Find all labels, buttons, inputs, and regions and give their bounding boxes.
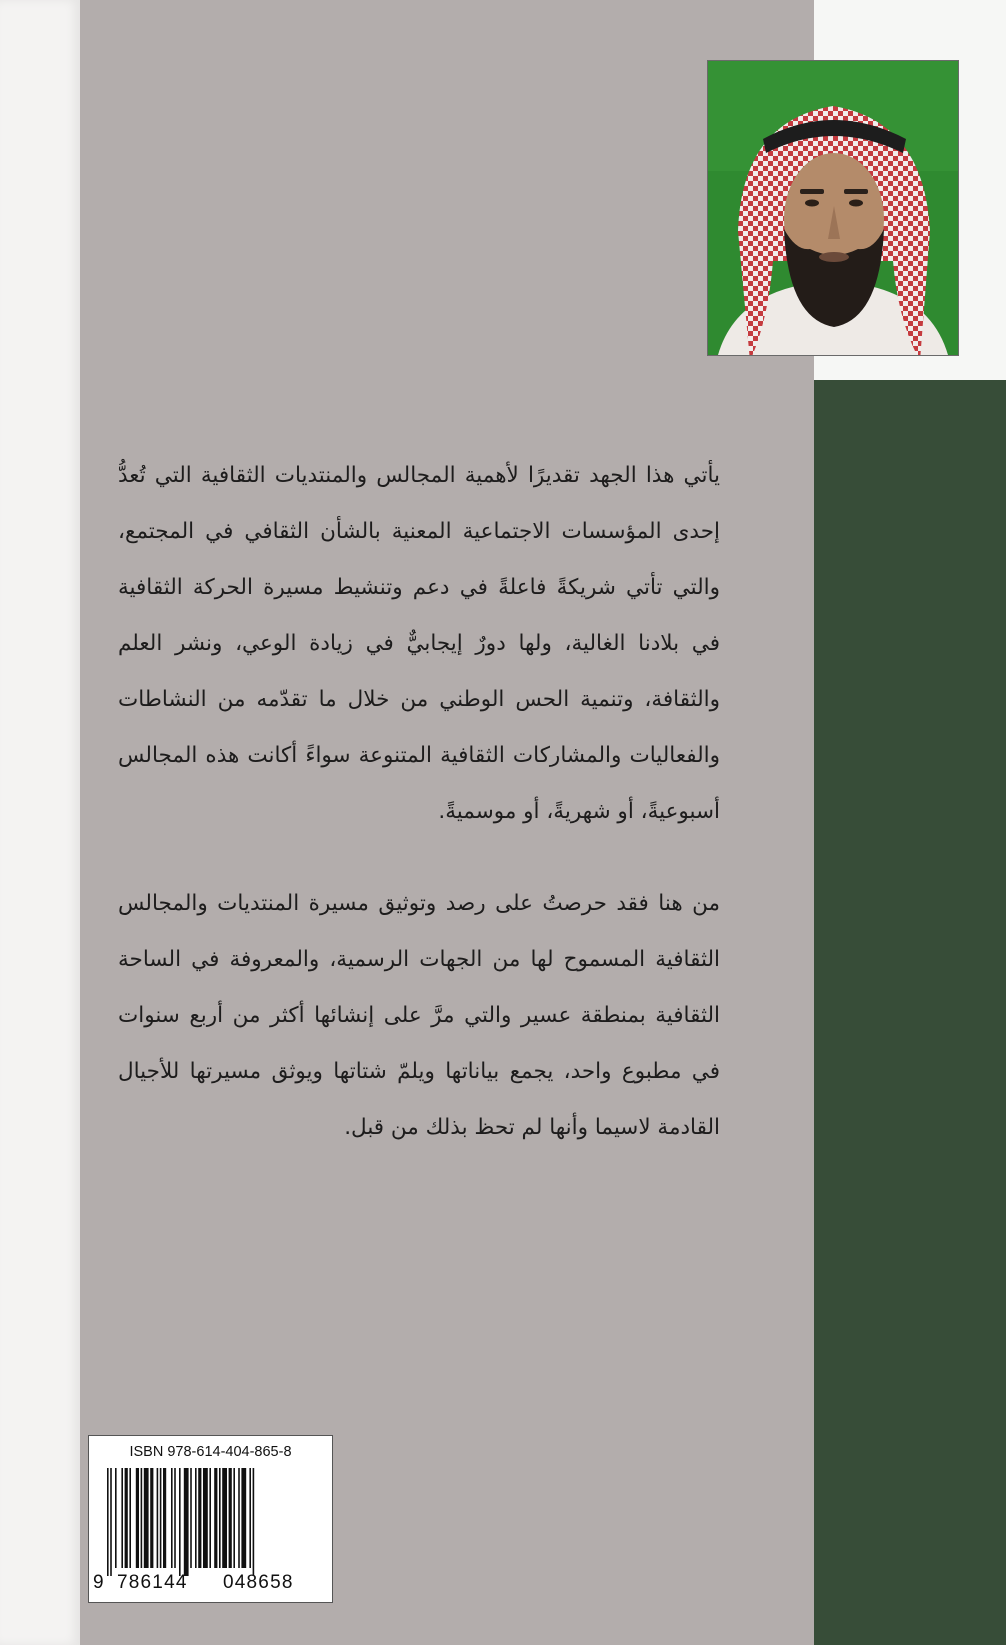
- author-photo: [707, 60, 959, 356]
- back-cover-left-edge: [0, 0, 80, 1645]
- isbn-label: ISBN 978-614-404-865-8: [129, 1444, 292, 1460]
- barcode-digits-left: 786144: [117, 1572, 188, 1593]
- blurb-paragraph-1: يأتي هذا الجهد تقديرًا لأهمية المجالس والمنتديات الثقافية التي تُعدُّ إحدى المؤسسات الاجتماعية المعنية بالشأن الثقافي في المجتمع، والتي تأتي شريكةً فاعلةً في دعم وتنشيط مسيرة الحركة الثقافية في بلادنا الغالية، ولها دورٌ إيجابيٌّ في زيادة الوعي، ونشر العلم والثقافة، وتنمية الحس الوطني من خلال ما تقدّمه من النشاطات والفعاليات والمشاركات الثقافية المتنوعة سواءً أكانت هذه المجالس أسبوعيةً، أو شهريةً، أو موسميةً.: [118, 463, 720, 824]
- back-cover-blurb: [118, 448, 720, 1156]
- blurb-paragraph-2: من هنا فقد حرصتُ على رصد وتوثيق مسيرة المنتديات والمجالس الثقافية المسموح لها من الجهات الرسمية، والمعروفة في الساحة الثقافية بمنطقة عسير والتي مرَّ على إنشائها أكثر من أربع سنوات في مطبوع واحد، يجمع بياناتها ويلمّ شتاتها ويوثق مسيرتها للأجيال القادمة لاسيما وأنها لم تحظ بذلك من قبل.: [118, 891, 720, 1140]
- barcode-digit-first: 9: [93, 1572, 105, 1593]
- isbn-barcode: [88, 1435, 333, 1603]
- barcode-digits-right: 048658: [223, 1572, 294, 1593]
- barcode-bars: [107, 1468, 317, 1576]
